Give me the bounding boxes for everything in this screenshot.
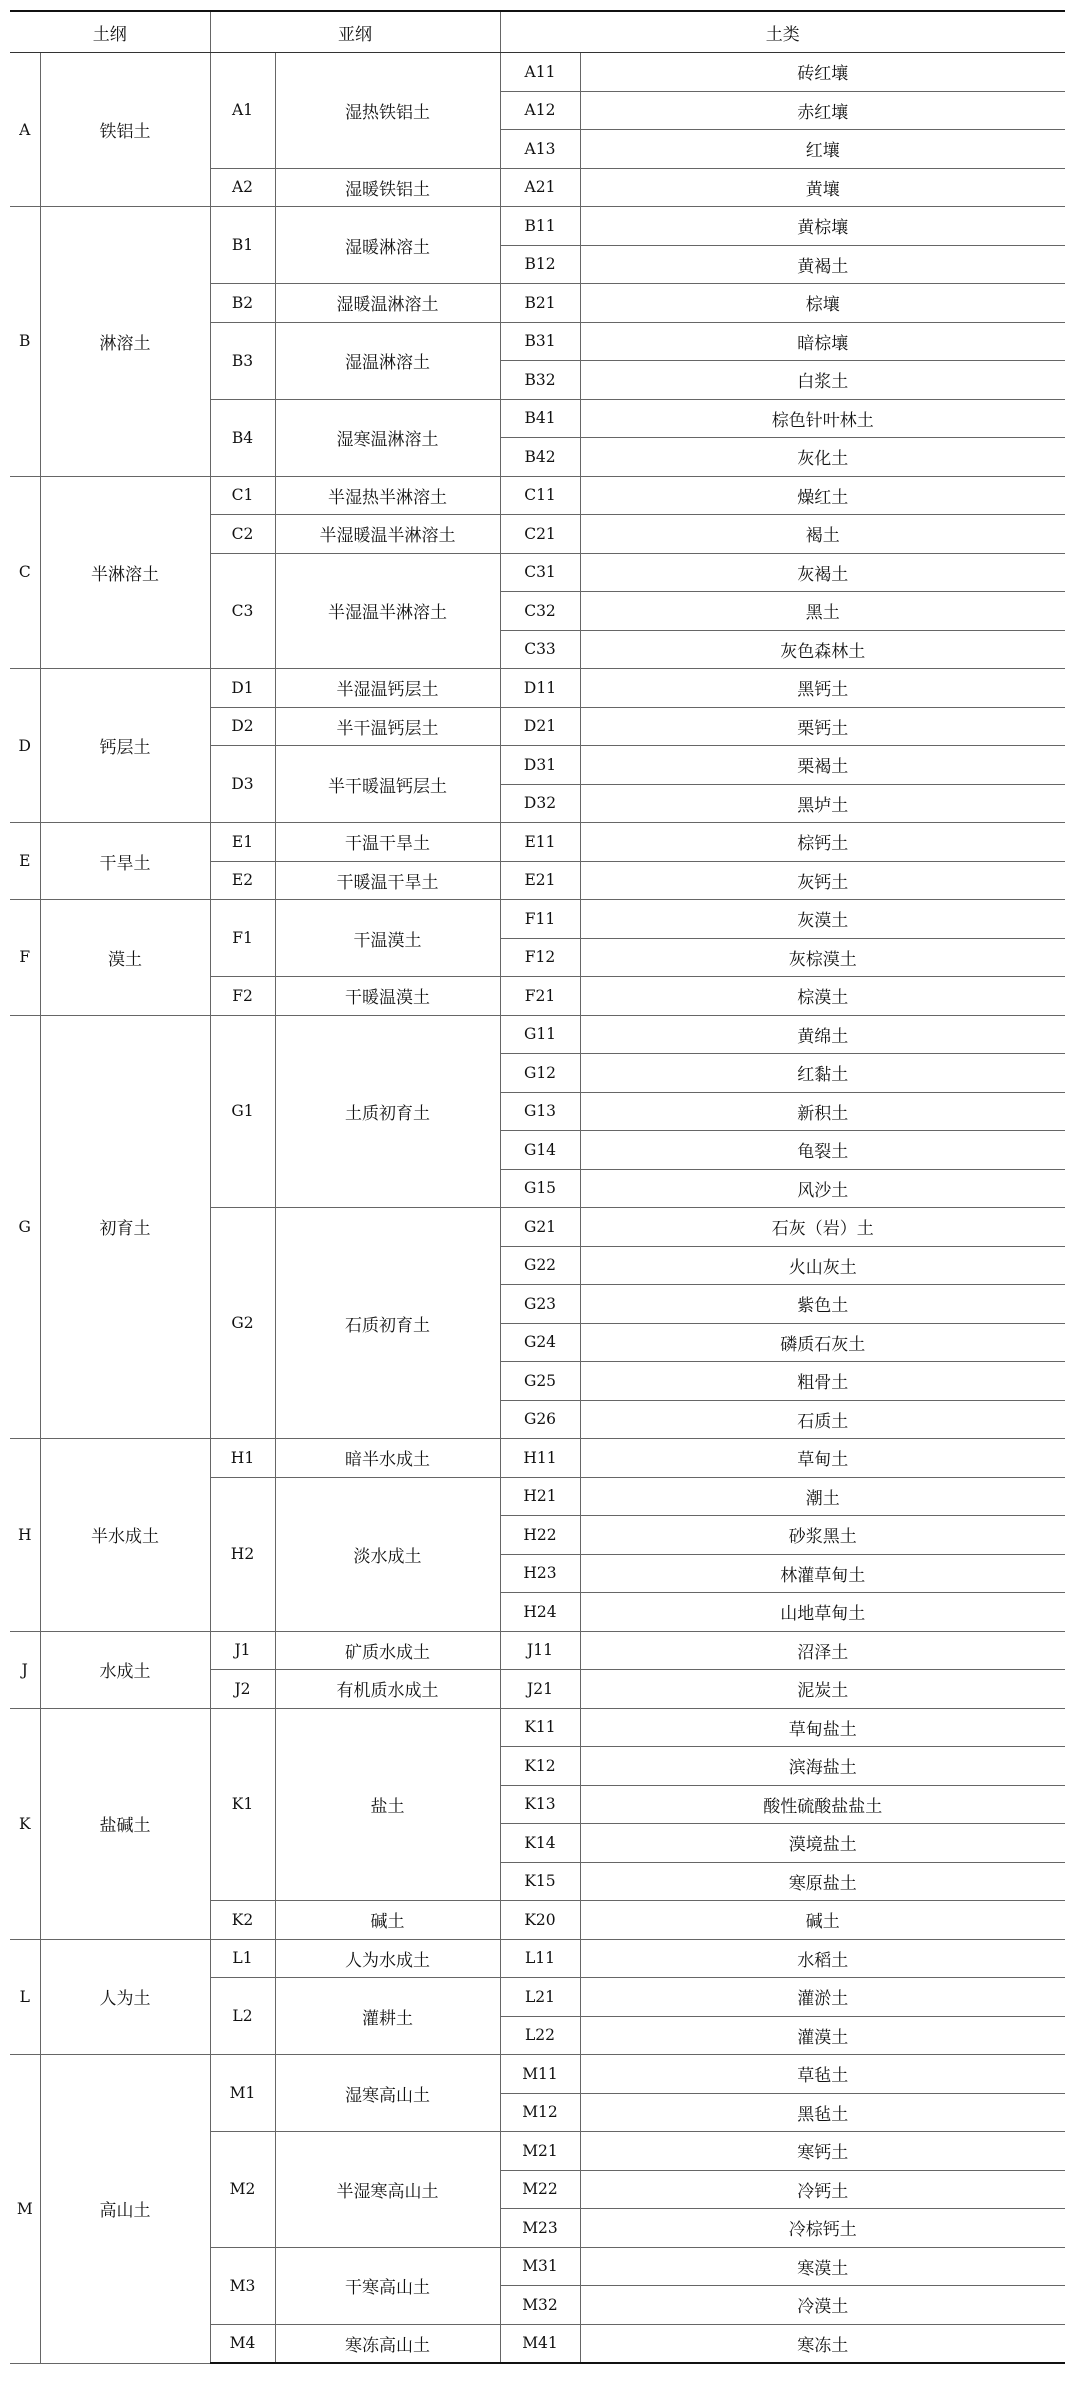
group-code: D31 [500, 746, 580, 785]
suborder-code: M2 [210, 2132, 275, 2248]
header-order: 土纲 [10, 11, 210, 53]
group-name: 冷棕钙土 [580, 2209, 1065, 2248]
group-name: 黄壤 [580, 168, 1065, 207]
group-name: 寒钙土 [580, 2132, 1065, 2171]
group-name: 粗骨土 [580, 1362, 1065, 1401]
suborder-code: K1 [210, 1708, 275, 1901]
group-name: 赤红壤 [580, 91, 1065, 130]
group-name: 棕色针叶林土 [580, 399, 1065, 438]
header-suborder: 亚纲 [210, 11, 500, 53]
group-name: 灰褐土 [580, 553, 1065, 592]
group-name: 棕钙土 [580, 823, 1065, 862]
group-name: 草毡土 [580, 2055, 1065, 2094]
suborder-name: 半湿温钙层土 [275, 669, 500, 708]
order-code: C [10, 476, 40, 669]
group-name: 林灌草甸土 [580, 1554, 1065, 1593]
group-name: 灰漠土 [580, 900, 1065, 939]
group-code: H22 [500, 1516, 580, 1555]
suborder-name: 淡水成土 [275, 1477, 500, 1631]
suborder-name: 湿温淋溶土 [275, 322, 500, 399]
order-name: 人为土 [40, 1939, 210, 2055]
suborder-name: 干暖温干旱土 [275, 861, 500, 900]
group-name: 黑垆土 [580, 784, 1065, 823]
order-name: 铁铝土 [40, 53, 210, 207]
group-code: G15 [500, 1169, 580, 1208]
group-code: K12 [500, 1747, 580, 1786]
suborder-code: L1 [210, 1939, 275, 1978]
group-name: 风沙土 [580, 1169, 1065, 1208]
suborder-code: C1 [210, 476, 275, 515]
group-code: C32 [500, 592, 580, 631]
group-code: F12 [500, 938, 580, 977]
group-name: 冷漠土 [580, 2286, 1065, 2325]
group-name: 灰棕漠土 [580, 938, 1065, 977]
group-code: G26 [500, 1400, 580, 1439]
group-name: 潮土 [580, 1477, 1065, 1516]
group-code: E11 [500, 823, 580, 862]
group-code: A12 [500, 91, 580, 130]
suborder-name: 碱土 [275, 1901, 500, 1940]
group-code: D11 [500, 669, 580, 708]
group-code: B31 [500, 322, 580, 361]
suborder-name: 矿质水成土 [275, 1631, 500, 1670]
group-code: K20 [500, 1901, 580, 1940]
suborder-code: E2 [210, 861, 275, 900]
group-code: F21 [500, 977, 580, 1016]
group-name: 酸性硫酸盐盐土 [580, 1785, 1065, 1824]
suborder-name: 半干温钙层土 [275, 707, 500, 746]
table-row [10, 823, 1065, 862]
group-name: 草甸盐土 [580, 1708, 1065, 1747]
suborder-code: C3 [210, 553, 275, 669]
group-name: 碱土 [580, 1901, 1065, 1940]
group-name: 灰化土 [580, 438, 1065, 477]
group-name: 红黏土 [580, 1054, 1065, 1093]
table-row [10, 1631, 1065, 1670]
group-name: 灰色森林土 [580, 630, 1065, 669]
group-name: 棕壤 [580, 284, 1065, 323]
group-name: 棕漠土 [580, 977, 1065, 1016]
group-code: B32 [500, 361, 580, 400]
group-name: 滨海盐土 [580, 1747, 1065, 1786]
order-name: 盐碱土 [40, 1708, 210, 1939]
suborder-name: 寒冻高山土 [275, 2324, 500, 2363]
suborder-code: J1 [210, 1631, 275, 1670]
order-name: 半淋溶土 [40, 476, 210, 669]
suborder-name: 土质初育土 [275, 1015, 500, 1208]
group-code: C11 [500, 476, 580, 515]
suborder-name: 半湿温半淋溶土 [275, 553, 500, 669]
group-code: M41 [500, 2324, 580, 2363]
suborder-code: D2 [210, 707, 275, 746]
table-row [10, 2055, 1065, 2094]
group-name: 新积土 [580, 1092, 1065, 1131]
suborder-name: 灌耕土 [275, 1978, 500, 2055]
table-row [10, 900, 1065, 939]
group-code: B42 [500, 438, 580, 477]
order-code: K [10, 1708, 40, 1939]
table-row [10, 1439, 1065, 1478]
group-code: G25 [500, 1362, 580, 1401]
group-code: F11 [500, 900, 580, 939]
suborder-name: 干温漠土 [275, 900, 500, 977]
order-code: D [10, 669, 40, 823]
group-name: 寒漠土 [580, 2247, 1065, 2286]
group-code: M22 [500, 2170, 580, 2209]
group-code: G24 [500, 1323, 580, 1362]
group-code: L21 [500, 1978, 580, 2017]
suborder-code: M4 [210, 2324, 275, 2363]
order-name: 半水成土 [40, 1439, 210, 1632]
group-code: K15 [500, 1862, 580, 1901]
table-row [10, 1708, 1065, 1747]
suborder-code: F2 [210, 977, 275, 1016]
group-name: 火山灰土 [580, 1246, 1065, 1285]
order-code: L [10, 1939, 40, 2055]
group-code: M21 [500, 2132, 580, 2171]
suborder-name: 干温干旱土 [275, 823, 500, 862]
group-name: 磷质石灰土 [580, 1323, 1065, 1362]
group-name: 黄棕壤 [580, 207, 1065, 246]
group-name: 沼泽土 [580, 1631, 1065, 1670]
suborder-code: J2 [210, 1670, 275, 1709]
suborder-name: 暗半水成土 [275, 1439, 500, 1478]
group-name: 黑土 [580, 592, 1065, 631]
group-code: G13 [500, 1092, 580, 1131]
table-row [10, 207, 1065, 246]
suborder-name: 湿暖淋溶土 [275, 207, 500, 284]
suborder-code: D1 [210, 669, 275, 708]
group-code: H23 [500, 1554, 580, 1593]
group-code: B41 [500, 399, 580, 438]
group-name: 寒冻土 [580, 2324, 1065, 2363]
group-name: 灌漠土 [580, 2016, 1065, 2055]
group-code: M11 [500, 2055, 580, 2094]
group-code: H11 [500, 1439, 580, 1478]
group-code: G12 [500, 1054, 580, 1093]
group-code: H21 [500, 1477, 580, 1516]
group-code: D32 [500, 784, 580, 823]
group-name: 泥炭土 [580, 1670, 1065, 1709]
group-name: 石灰（岩）土 [580, 1208, 1065, 1247]
group-name: 黄绵土 [580, 1015, 1065, 1054]
table-header [10, 11, 1065, 53]
order-code: E [10, 823, 40, 900]
group-code: G22 [500, 1246, 580, 1285]
suborder-code: F1 [210, 900, 275, 977]
suborder-code: B4 [210, 399, 275, 476]
table-row [10, 669, 1065, 708]
order-name: 漠土 [40, 900, 210, 1016]
suborder-code: G1 [210, 1015, 275, 1208]
group-code: C33 [500, 630, 580, 669]
group-name: 灌淤土 [580, 1978, 1065, 2017]
group-code: C21 [500, 515, 580, 554]
group-name: 冷钙土 [580, 2170, 1065, 2209]
group-code: G21 [500, 1208, 580, 1247]
group-code: G14 [500, 1131, 580, 1170]
order-code: J [10, 1631, 40, 1708]
group-code: E21 [500, 861, 580, 900]
group-name: 栗褐土 [580, 746, 1065, 785]
suborder-code: M3 [210, 2247, 275, 2324]
group-code: M31 [500, 2247, 580, 2286]
group-name: 灰钙土 [580, 861, 1065, 900]
suborder-name: 人为水成土 [275, 1939, 500, 1978]
group-name: 水稻土 [580, 1939, 1065, 1978]
group-name: 山地草甸土 [580, 1593, 1065, 1632]
suborder-code: B1 [210, 207, 275, 284]
order-code: G [10, 1015, 40, 1439]
group-code: D21 [500, 707, 580, 746]
order-code: B [10, 207, 40, 477]
group-code: L22 [500, 2016, 580, 2055]
suborder-code: G2 [210, 1208, 275, 1439]
suborder-code: D3 [210, 746, 275, 823]
group-code: L11 [500, 1939, 580, 1978]
group-name: 漠境盐土 [580, 1824, 1065, 1863]
suborder-code: C2 [210, 515, 275, 554]
order-name: 高山土 [40, 2055, 210, 2364]
suborder-name: 湿暖铁铝土 [275, 168, 500, 207]
group-name: 龟裂土 [580, 1131, 1065, 1170]
group-name: 栗钙土 [580, 707, 1065, 746]
group-name: 砂浆黑土 [580, 1516, 1065, 1555]
group-code: J21 [500, 1670, 580, 1709]
suborder-code: L2 [210, 1978, 275, 2055]
group-code: K14 [500, 1824, 580, 1863]
suborder-name: 干暖温漠土 [275, 977, 500, 1016]
group-name: 褐土 [580, 515, 1065, 554]
group-name: 暗棕壤 [580, 322, 1065, 361]
suborder-code: B3 [210, 322, 275, 399]
suborder-code: E1 [210, 823, 275, 862]
suborder-name: 湿寒高山土 [275, 2055, 500, 2132]
suborder-name: 半干暖温钙层土 [275, 746, 500, 823]
order-name: 干旱土 [40, 823, 210, 900]
suborder-code: B2 [210, 284, 275, 323]
table-row [10, 1015, 1065, 1054]
order-code: H [10, 1439, 40, 1632]
group-code: A11 [500, 53, 580, 92]
header-row [10, 11, 1065, 53]
group-code: H24 [500, 1593, 580, 1632]
header-group: 土类 [500, 11, 1065, 53]
group-code: A13 [500, 130, 580, 169]
table-row [10, 476, 1065, 515]
suborder-code: A2 [210, 168, 275, 207]
suborder-name: 湿暖温淋溶土 [275, 284, 500, 323]
group-code: B12 [500, 245, 580, 284]
group-name: 寒原盐土 [580, 1862, 1065, 1901]
group-code: J11 [500, 1631, 580, 1670]
group-code: B11 [500, 207, 580, 246]
suborder-code: M1 [210, 2055, 275, 2132]
group-code: K11 [500, 1708, 580, 1747]
group-code: C31 [500, 553, 580, 592]
suborder-name: 有机质水成土 [275, 1670, 500, 1709]
suborder-name: 湿寒温淋溶土 [275, 399, 500, 476]
group-code: M23 [500, 2209, 580, 2248]
order-name: 水成土 [40, 1631, 210, 1708]
group-name: 燥红土 [580, 476, 1065, 515]
group-code: G11 [500, 1015, 580, 1054]
group-name: 黑钙土 [580, 669, 1065, 708]
suborder-name: 盐土 [275, 1708, 500, 1901]
suborder-code: H2 [210, 1477, 275, 1631]
group-name: 石质土 [580, 1400, 1065, 1439]
order-code: M [10, 2055, 40, 2364]
suborder-code: A1 [210, 53, 275, 169]
suborder-name: 半湿寒高山土 [275, 2132, 500, 2248]
suborder-name: 石质初育土 [275, 1208, 500, 1439]
suborder-name: 干寒高山土 [275, 2247, 500, 2324]
suborder-name: 湿热铁铝土 [275, 53, 500, 169]
group-name: 白浆土 [580, 361, 1065, 400]
suborder-code: K2 [210, 1901, 275, 1940]
group-code: M12 [500, 2093, 580, 2132]
table-body [10, 53, 1065, 2364]
group-code: M32 [500, 2286, 580, 2325]
group-name: 黄褐土 [580, 245, 1065, 284]
group-code: A21 [500, 168, 580, 207]
table-row [10, 53, 1065, 92]
group-name: 草甸土 [580, 1439, 1065, 1478]
table-row [10, 1939, 1065, 1978]
group-name: 红壤 [580, 130, 1065, 169]
group-code: B21 [500, 284, 580, 323]
group-name: 砖红壤 [580, 53, 1065, 92]
suborder-name: 半湿暖温半淋溶土 [275, 515, 500, 554]
soil-classification-table [10, 10, 1065, 2364]
order-name: 钙层土 [40, 669, 210, 823]
group-name: 紫色土 [580, 1285, 1065, 1324]
order-name: 淋溶土 [40, 207, 210, 477]
order-code: F [10, 900, 40, 1016]
group-name: 黑毡土 [580, 2093, 1065, 2132]
order-name: 初育土 [40, 1015, 210, 1439]
suborder-name: 半湿热半淋溶土 [275, 476, 500, 515]
suborder-code: H1 [210, 1439, 275, 1478]
group-code: G23 [500, 1285, 580, 1324]
group-code: K13 [500, 1785, 580, 1824]
order-code: A [10, 53, 40, 207]
